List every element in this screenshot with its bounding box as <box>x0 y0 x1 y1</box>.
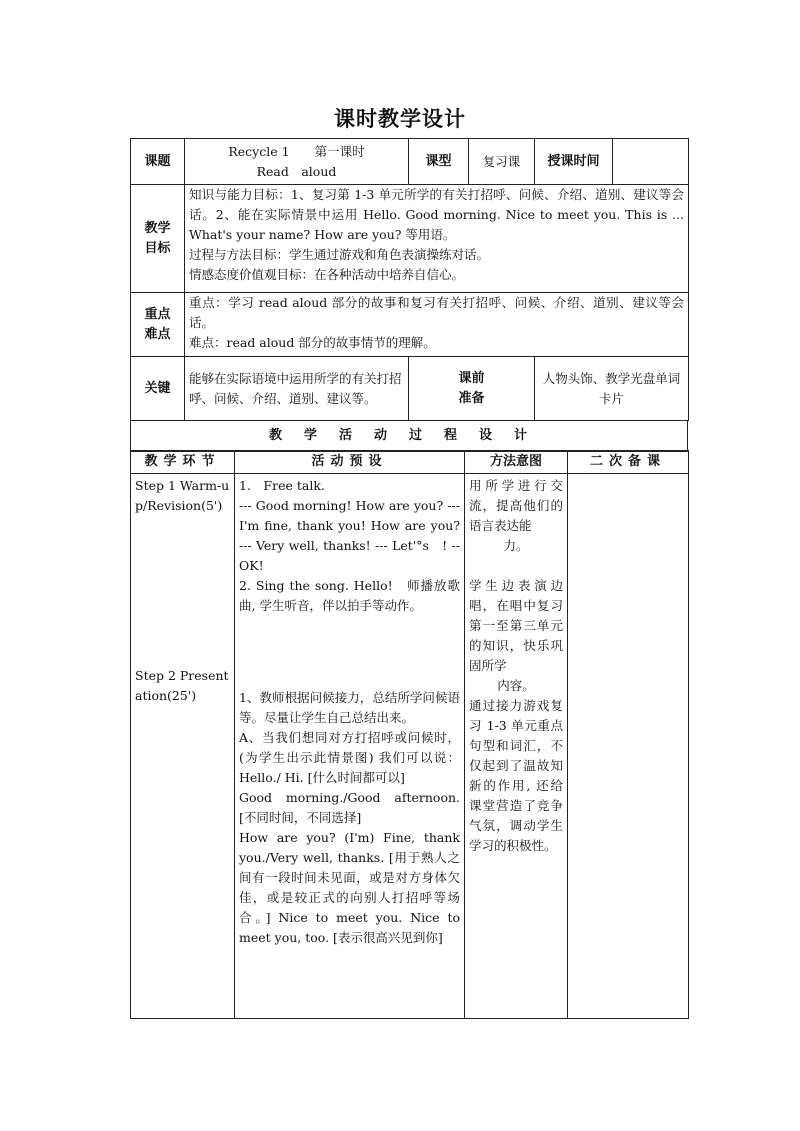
type-value: 复习课 <box>469 139 535 185</box>
key-points-label-line-1: 重点 <box>144 306 171 322</box>
key-label: 关键 <box>131 357 185 421</box>
objectives-text <box>185 185 689 293</box>
key-points-text <box>185 293 689 357</box>
col-stage-header: 教学环节 <box>131 451 235 474</box>
key-points-label <box>131 293 185 357</box>
topic-row <box>131 139 689 185</box>
topic-label: 课题 <box>131 139 185 185</box>
activity-cell <box>235 474 465 1019</box>
stage-cell <box>131 474 235 1019</box>
col-activity-header: 活动预设 <box>235 451 465 474</box>
key-text: 能够在实际语境中运用所学的有关打招呼、问候、介绍、道别、建议等。 <box>185 357 409 421</box>
key-points-row <box>131 293 689 357</box>
method-cell <box>465 474 568 1019</box>
second-prep-cell <box>568 474 689 1019</box>
key-points-label-line-2: 难点 <box>144 326 171 342</box>
time-value <box>613 139 689 185</box>
method-2b: 内容。 <box>497 678 535 693</box>
lesson-info-table <box>130 138 689 421</box>
page-title: 课时教学设计 <box>334 107 466 131</box>
activity-2-1: 1、教师根据问候接力，总结所学问候语等。尽量让学生自己总结出来。 <box>239 690 460 725</box>
objectives-label-line-1: 教学 <box>144 220 171 236</box>
type-label: 课型 <box>409 139 469 185</box>
method-2a: 学生边表演边唱，在唱中复习第一至第三单元的知识，快乐巩固所学 <box>469 578 563 673</box>
objectives-row <box>131 185 689 293</box>
prep-label <box>409 357 535 421</box>
stage-2: Step 2 Presentation(25') <box>135 668 229 703</box>
objectives-label-line-2: 目标 <box>144 240 171 256</box>
objective-process: 过程与方法目标：学生通过游戏和角色表演操练对话。 <box>189 247 490 262</box>
key-point-difficult: 难点：read aloud 部分的故事情节的理解。 <box>189 335 436 350</box>
topic-value <box>185 139 409 185</box>
objectives-label <box>131 185 185 293</box>
time-label: 授课时间 <box>535 139 613 185</box>
col-second-header: 二次备课 <box>568 451 689 474</box>
method-1b: 力。 <box>503 538 529 553</box>
section-title-table <box>130 420 688 452</box>
section-title: 教学活动过程设计 <box>131 421 688 452</box>
activity-2-3: Good morning./Good afternoon. [不同时间，不同选择] <box>239 790 460 825</box>
activity-header-row <box>131 451 689 474</box>
col-method-header: 方法意图 <box>465 451 568 474</box>
key-row <box>131 357 689 421</box>
prep-text: 人物头饰、教学光盘单词卡片 <box>535 357 689 421</box>
activity-1-1: 1. Free talk. <box>239 478 325 493</box>
topic-lesson: 第一课时 <box>314 143 365 159</box>
activity-body-row <box>131 474 689 1019</box>
prep-label-line-2: 准备 <box>458 390 485 406</box>
key-point-main: 重点：学习 read aloud 部分的故事和复习有关打招呼、问候、介绍、道别、建议等会话。 <box>189 295 684 330</box>
objective-emotion: 情感态度价值观目标：在各种活动中培养自信心。 <box>189 267 465 282</box>
activity-2-4: How are you? (I'm) Fine, thank you./Very well, thanks. [用于熟人之间有一段时间未见面，或是对方身体欠佳，或是较正式的向别人打招呼等场合。] Nice to meet you. Nice to meet you, too. [表示很高兴见到你] <box>239 830 460 945</box>
activity-1-3: 2. Sing the song. Hello! 师播放歌曲, 学生听音，伴以拍手等动作。 <box>239 578 460 613</box>
method-1a: 用所学进行交流，提高他们的语言表达能 <box>469 478 563 533</box>
prep-label-line-1: 课前 <box>458 370 485 386</box>
activity-2-2: A、当我们想同对方打招呼或问候时，(为学生出示此情景图) 我们可以说： Hello./ Hi. [什么时间都可以] <box>239 730 460 785</box>
topic-line-2: Read aloud <box>256 163 337 179</box>
objective-knowledge: 知识与能力目标：1、复习第 1-3 单元所学的有关打招呼、问候、介绍、道别、建议等会话。2、能在实际情景中运用 Hello. Good morning. Nice to meet you. This is ... What's your name? How are you? 等用语。 <box>189 187 684 242</box>
method-3: 通过接力游戏复习 1-3 单元重点句型和词汇，不仅起到了温故知新的作用, 还给课堂营造了竞争气氛，调动学生学习的积极性。 <box>469 698 563 853</box>
activity-table <box>130 450 689 1019</box>
topic-line-1: Recycle 1 <box>228 143 290 159</box>
stage-1: Step 1 Warm-up/Revision(5') <box>135 478 230 513</box>
activity-1-2: --- Good morning! How are you? --- I'm fine, thank you! How are you? --- Very well, thanks! --- Let'°s ! -- OK! <box>239 498 460 573</box>
